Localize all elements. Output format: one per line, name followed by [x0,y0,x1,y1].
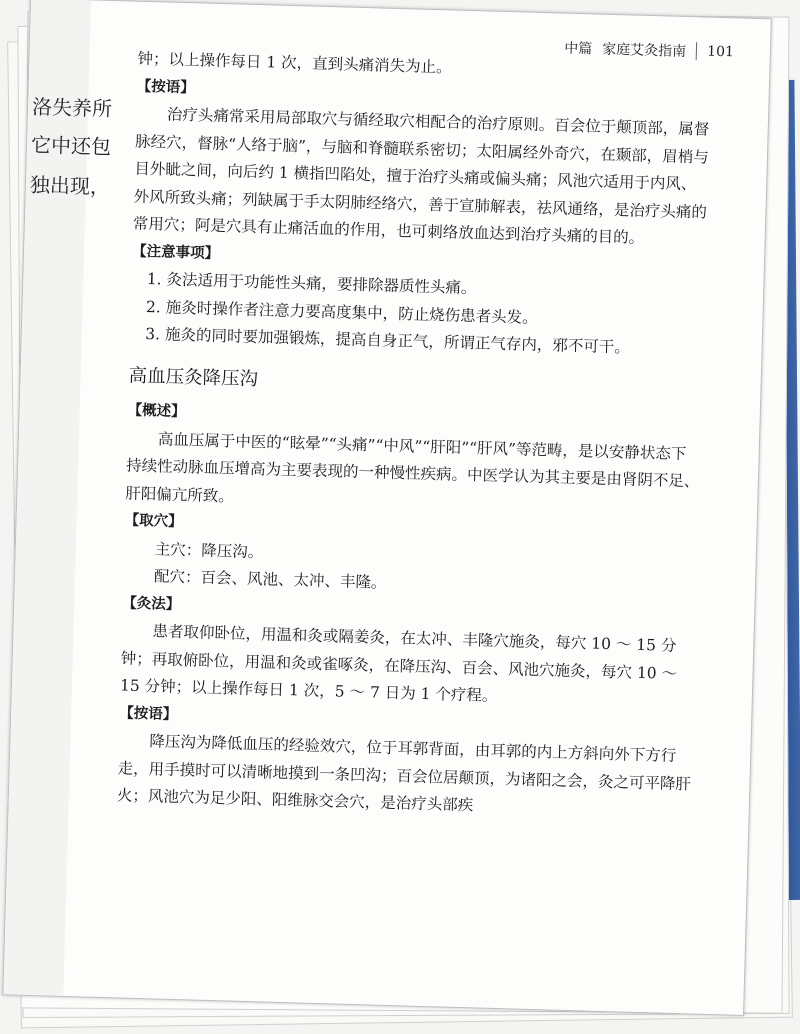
previous-page-fragment: 洛失养所 [31,94,113,121]
header-divider [696,42,698,60]
anyu-heading: 【按语】 [136,78,195,96]
page-number: 101 [706,43,735,61]
note-item: 1. 灸法适用于功能性头痛，要排除器质性头痛。 [146,270,477,298]
note-item: 3. 施灸的同时要加强锻炼，提高自身正气，所谓正气存内，邪不可干。 [145,324,631,357]
header-title: 家庭艾灸指南 [601,41,687,60]
page-body [116,46,712,826]
overview-heading: 【概述】 [127,402,186,421]
aux-point: 配穴：百会、风池、太冲、丰隆。 [153,567,387,592]
section-anyu-paragraph: 降压沟为降低血压的经验效穴，位于耳郭背面，由耳郭的内上方斜向外下方行走，用手摸时可以清晰地摸到一条凹沟；百会位居颠顶，为诸阳之会，灸之可平降肝火；风池穴为足少阳、阳维脉交会穴，是治疗头部疾 [116,732,692,815]
points-heading: 【取穴】 [124,512,183,531]
continued-line: 钟；以上操作每日 1 次，直到头痛消失为止。 [137,49,452,77]
previous-page-fragment: 独出现， [29,172,111,199]
notes-heading: 【注意事项】 [131,243,220,262]
book-page [2,0,772,1016]
section-title: 高血压灸降压沟 [128,365,259,390]
section-anyu-heading: 【按语】 [118,704,178,723]
overview-paragraph: 高血压属于中医的“眩晕”“头痛”“中风”“肝阳”“肝风”等范畴，是以安静状态下持续性动脉血压增高为主要表现的一种慢性疾病。中医学认为其主要是由肾阴不足、肝阳偏亢所致。 [125,429,700,506]
method-heading: 【灸法】 [122,594,181,613]
header-section: 中篇 [563,40,593,58]
method-paragraph: 患者取仰卧位，用温和灸或隔姜灸，在太冲、丰隆穴施灸，每穴 10 ～ 15 分钟；再取俯卧位，用温和灸或雀啄灸，在降压沟、百会、风池穴施灸，每穴 10 ～ 15 分钟；以上操作每日 1 次，5 ～ 7 日为 1 个疗程。 [119,622,678,705]
anyu-paragraph: 治疗头痛常采用局部取穴与循经取穴相配合的治疗原则。百会位于颠顶部，属督脉经穴，督脉“人络于脑”，与脑和脊髓联系密切；太阳属经外奇穴，在颞部，眉梢与目外眦之间，向后约 1 横指凹陷处，擅于治疗头痛或偏头痛；风池穴适用于内风、外风所致头痛；列缺属于手太阴肺经络穴，善于宣肺解表，祛风通络，是治疗头痛的常用穴；阿是穴具有止痛活血的作用，也可刺络放血达到治疗头痛的目的。 [132,105,710,247]
main-point: 主穴：降压沟。 [154,539,264,561]
note-item: 2. 施灸时操作者注意力要高度集中，防止烧伤患者头发。 [145,297,538,327]
previous-page-fragment: 它中还包 [30,132,112,159]
